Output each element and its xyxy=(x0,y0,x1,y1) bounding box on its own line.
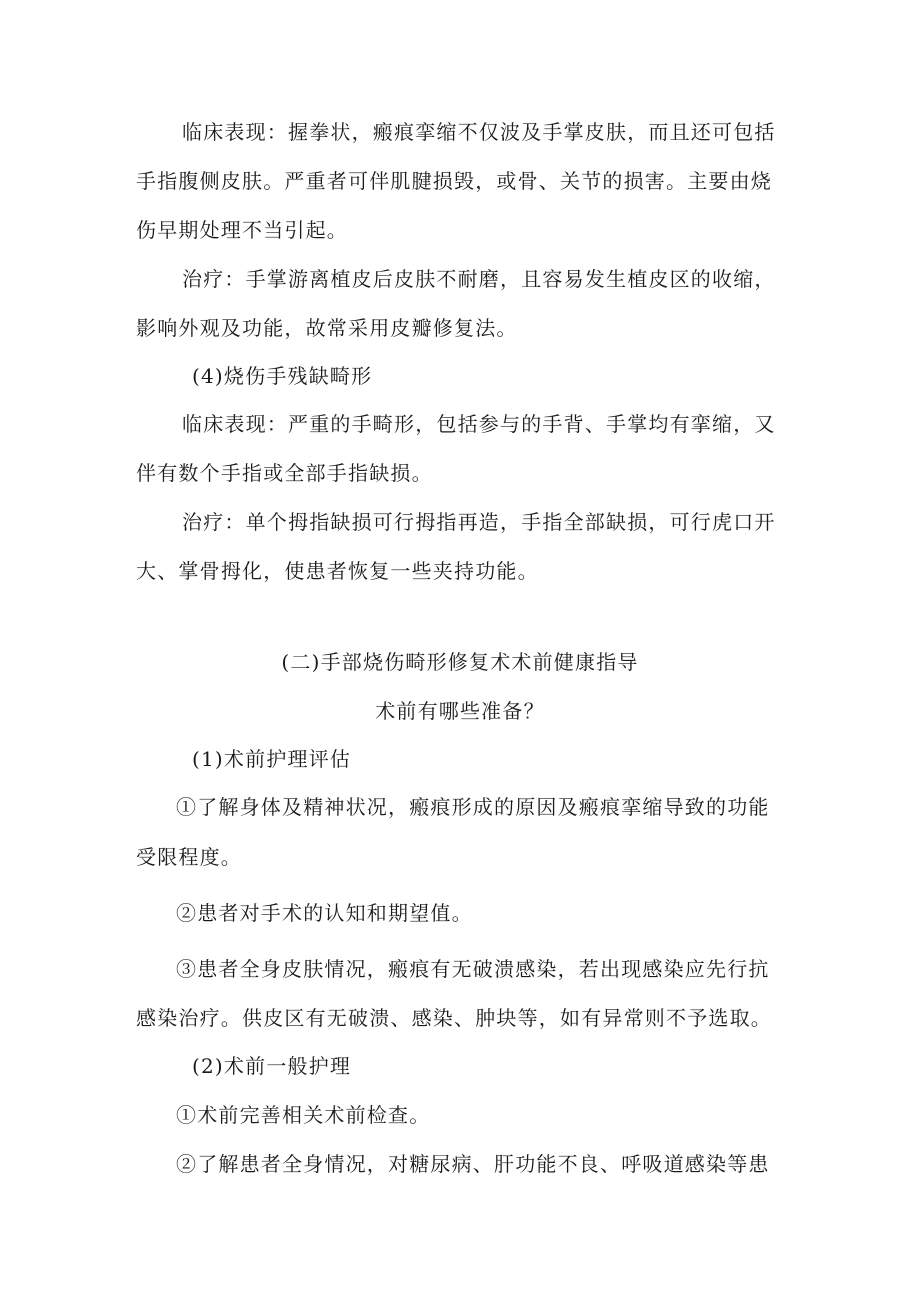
paragraph-line: 伤早期处理不当引起。 xyxy=(136,218,348,242)
list-item-line: ②了解患者全身情况，对糖尿病、肝功能不良、呼吸道感染等患 xyxy=(176,1152,770,1176)
section-heading: (1)术前护理评估 xyxy=(192,747,352,771)
chapter-title: (二)手部烧伤畸形修复术术前健康指导 xyxy=(281,650,639,674)
paragraph-line: 临床表现：严重的手畸形，包括参与的手背、手掌均有挛缩，又 xyxy=(182,412,776,436)
chapter-subtitle: 术前有哪些准备？ xyxy=(375,699,545,723)
paragraph-line: 大、掌骨拇化，使患者恢复一些夹持功能。 xyxy=(136,559,539,583)
paragraph-line: 伴有数个手指或全部手指缺损。 xyxy=(136,461,433,485)
list-item-line: ①术前完善相关术前检查。 xyxy=(176,1103,431,1127)
section-heading: (2)术前一般护理 xyxy=(192,1054,352,1078)
paragraph-line: 临床表现：握拳状，瘢痕挛缩不仅波及手掌皮肤，而且还可包括 xyxy=(182,120,776,144)
list-item-line: ③患者全身皮肤情况，瘢痕有无破溃感染，若出现感染应先行抗 xyxy=(176,957,770,981)
list-item-line: 感染治疗。供皮区有无破溃、感染、肿块等，如有异常则不予选取。 xyxy=(136,1006,772,1030)
section-heading: (4)烧伤手残缺畸形 xyxy=(192,364,373,388)
paragraph-line: 治疗：手掌游离植皮后皮肤不耐磨，且容易发生植皮区的收缩， xyxy=(182,267,776,291)
list-item-line: 受限程度。 xyxy=(136,845,242,869)
paragraph-line: 治疗：单个拇指缺损可行拇指再造，手指全部缺损，可行虎口开 xyxy=(182,510,776,534)
paragraph-line: 手指腹侧皮肤。严重者可伴肌腱损毁，或骨、关节的损害。主要由烧 xyxy=(136,169,772,193)
list-item-line: ②患者对手术的认知和期望值。 xyxy=(176,901,473,925)
paragraph-line: 影响外观及功能，故常采用皮瓣修复法。 xyxy=(136,316,518,340)
list-item-line: ①了解身体及精神状况，瘢痕形成的原因及瘢痕挛缩导致的功能 xyxy=(176,795,770,819)
